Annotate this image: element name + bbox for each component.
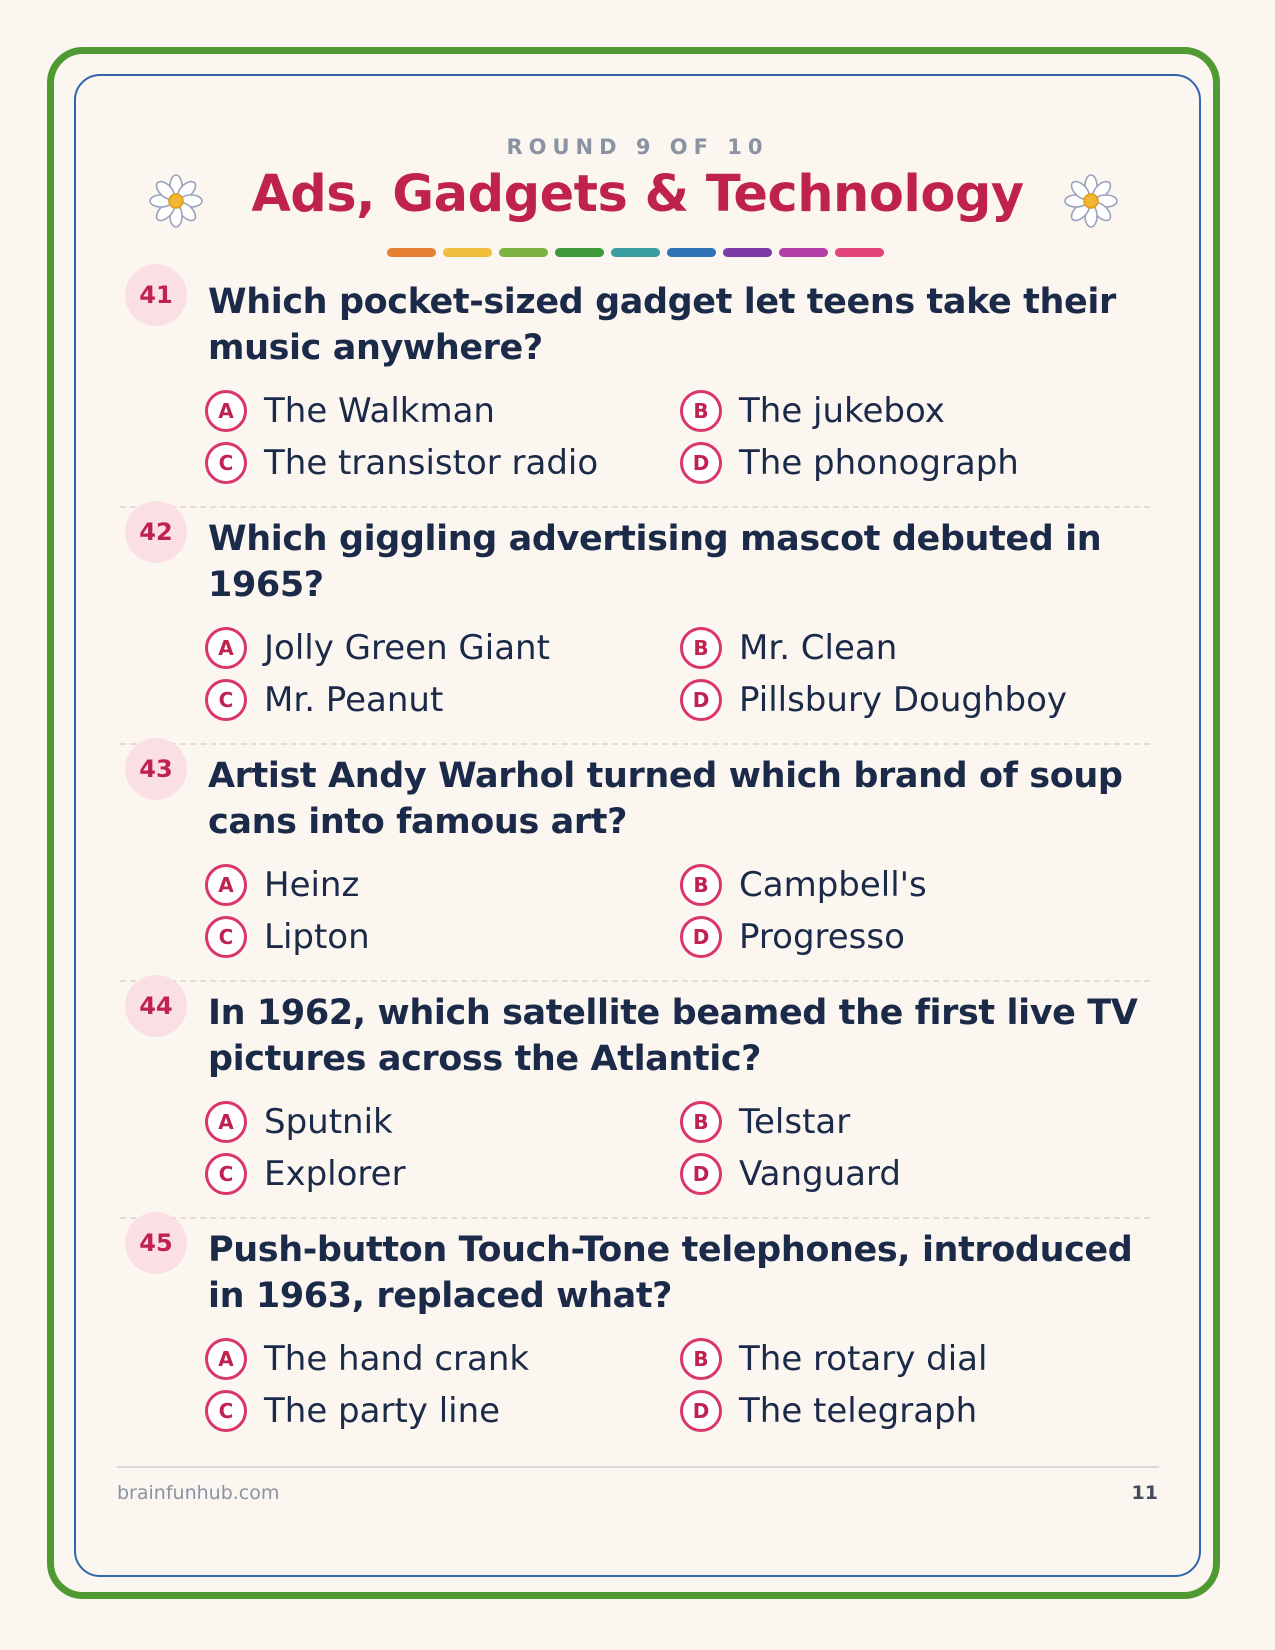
question-number: 41 xyxy=(125,264,187,326)
page-number: 11 xyxy=(1131,1482,1158,1504)
footer-site: brainfunhub.com xyxy=(117,1482,280,1504)
answer-option xyxy=(205,439,598,487)
option-letter-badge: C xyxy=(205,1390,247,1432)
option-letter-badge: B xyxy=(680,864,722,906)
rainbow-segment xyxy=(723,248,772,257)
question-text: Push-button Touch-Tone telephones, introduced in 1963, replaced what? xyxy=(208,1230,1133,1316)
question-block xyxy=(120,969,1150,1199)
option-letter-badge: C xyxy=(205,442,247,484)
answer-option xyxy=(205,1387,500,1435)
option-text: The phonograph xyxy=(739,443,1019,483)
option-letter-badge: B xyxy=(680,627,722,669)
rainbow-segment xyxy=(499,248,548,257)
answer-option xyxy=(205,1150,406,1198)
option-text: Jolly Green Giant xyxy=(264,628,550,668)
question-block xyxy=(120,258,1150,488)
question-text: Artist Andy Warhol turned which brand of soup cans into famous art? xyxy=(208,756,1123,842)
question-number: 44 xyxy=(125,975,187,1037)
answer-option xyxy=(680,1387,977,1435)
option-text: Sputnik xyxy=(264,1102,393,1142)
rainbow-segment xyxy=(443,248,492,257)
option-text: Mr. Clean xyxy=(739,628,898,668)
question-text: Which pocket-sized gadget let teens take their music anywhere? xyxy=(208,282,1116,368)
option-text: The Walkman xyxy=(264,391,495,431)
option-letter-badge: C xyxy=(205,1153,247,1195)
answer-option xyxy=(205,861,359,909)
option-letter-badge: A xyxy=(205,1338,247,1380)
rainbow-segment xyxy=(387,248,436,257)
answer-option xyxy=(205,1335,529,1383)
question-text: In 1962, which satellite beamed the first live TV pictures across the Atlantic? xyxy=(208,993,1138,1079)
question-block xyxy=(120,1206,1150,1436)
option-text: The telegraph xyxy=(739,1391,978,1431)
option-text: Campbell's xyxy=(739,865,927,905)
question-block xyxy=(120,495,1150,725)
answer-option xyxy=(680,387,945,435)
rainbow-segment xyxy=(835,248,884,257)
option-letter-badge: D xyxy=(680,916,722,958)
question-number: 42 xyxy=(125,501,187,563)
answer-option xyxy=(205,913,370,961)
option-text: The rotary dial xyxy=(739,1339,988,1379)
option-letter-badge: C xyxy=(205,916,247,958)
rainbow-divider xyxy=(387,248,884,257)
option-text: Pillsbury Doughboy xyxy=(739,680,1068,720)
answer-option xyxy=(205,387,495,435)
answer-option xyxy=(680,1335,987,1383)
answer-option xyxy=(680,913,905,961)
answer-option xyxy=(680,676,1067,724)
answer-option xyxy=(205,624,550,672)
option-text: Telstar xyxy=(739,1102,851,1142)
option-text: Explorer xyxy=(264,1154,406,1194)
question-text: Which giggling advertising mascot debuted in 1965? xyxy=(208,519,1102,605)
option-letter-badge: B xyxy=(680,390,722,432)
rainbow-segment xyxy=(611,248,660,257)
answer-option xyxy=(205,1098,393,1146)
question-number: 45 xyxy=(125,1212,187,1274)
option-text: The transistor radio xyxy=(264,443,599,483)
option-text: Lipton xyxy=(264,917,370,957)
rainbow-segment xyxy=(667,248,716,257)
option-text: Vanguard xyxy=(739,1154,901,1194)
option-letter-badge: D xyxy=(680,1390,722,1432)
option-text: Mr. Peanut xyxy=(264,680,444,720)
page-title: Ads, Gadgets & Technology xyxy=(251,165,1024,224)
option-letter-badge: D xyxy=(680,442,722,484)
option-letter-badge: D xyxy=(680,1153,722,1195)
option-letter-badge: D xyxy=(680,679,722,721)
answer-option xyxy=(680,861,927,909)
option-text: The jukebox xyxy=(739,391,945,431)
option-letter-badge: B xyxy=(680,1101,722,1143)
answer-option xyxy=(680,1150,901,1198)
footer-divider xyxy=(117,1466,1159,1468)
rainbow-segment xyxy=(779,248,828,257)
option-text: Heinz xyxy=(264,865,360,905)
answer-option xyxy=(680,624,897,672)
question-number: 43 xyxy=(125,738,187,800)
answer-option xyxy=(205,676,443,724)
answer-option xyxy=(680,1098,850,1146)
option-letter-badge: A xyxy=(205,627,247,669)
option-letter-badge: A xyxy=(205,864,247,906)
option-text: Progresso xyxy=(739,917,905,957)
answer-option xyxy=(680,439,1019,487)
option-letter-badge: A xyxy=(205,1101,247,1143)
option-text: The hand crank xyxy=(264,1339,530,1379)
round-label: ROUND 9 OF 10 xyxy=(506,135,769,159)
option-letter-badge: B xyxy=(680,1338,722,1380)
option-letter-badge: A xyxy=(205,390,247,432)
option-letter-badge: C xyxy=(205,679,247,721)
question-block xyxy=(120,732,1150,962)
rainbow-segment xyxy=(555,248,604,257)
option-text: The party line xyxy=(264,1391,501,1431)
